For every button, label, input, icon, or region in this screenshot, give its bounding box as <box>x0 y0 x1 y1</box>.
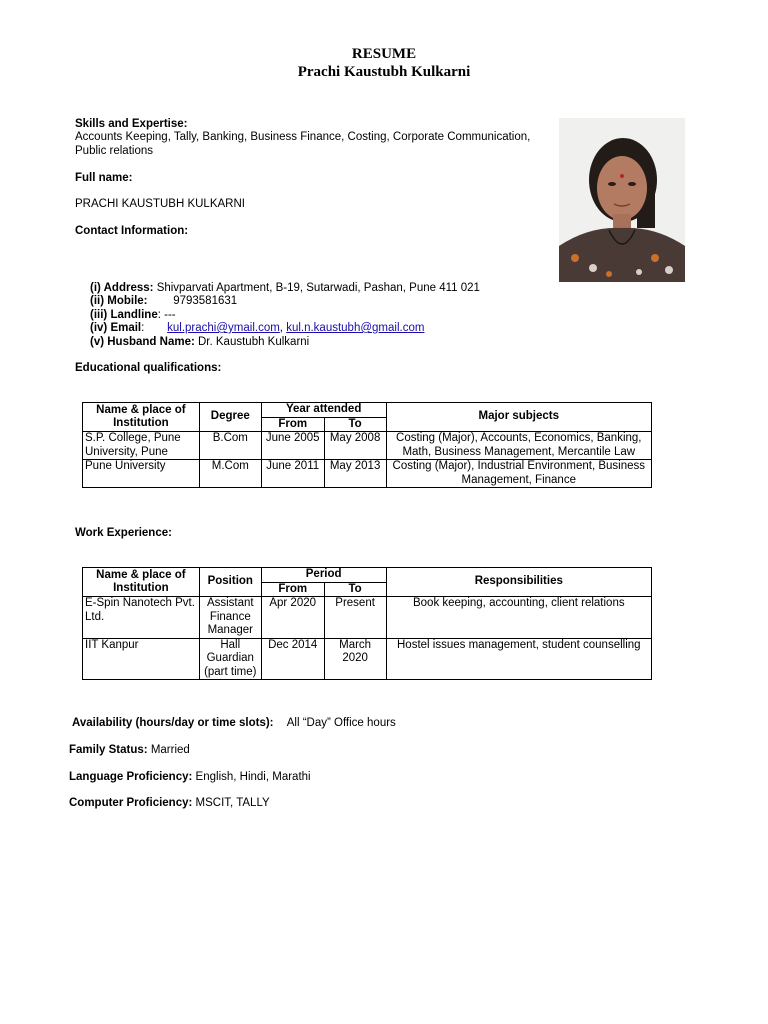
education-heading: Educational qualifications: <box>75 362 222 374</box>
edu-from: June 2005 <box>261 432 324 460</box>
work-col-position: Position <box>199 568 261 597</box>
edu-col-to: To <box>324 417 386 432</box>
family-line <box>69 744 190 756</box>
work-position: Assistant Finance Manager <box>199 597 261 639</box>
edu-institution: S.P. College, Pune University, Pune <box>83 432 200 460</box>
candidate-name: Prachi Kaustubh Kulkarni <box>297 64 471 80</box>
edu-degree: B.Com <box>199 432 261 460</box>
work-to: Present <box>324 597 386 639</box>
work-heading: Work Experience: <box>75 527 172 539</box>
full-name-heading: Full name: <box>75 172 133 184</box>
work-from: Apr 2020 <box>261 597 324 639</box>
profile-photo <box>559 118 685 282</box>
email-link-1[interactable]: kul.prachi@ymail.com <box>167 322 280 334</box>
work-col-period: Period <box>261 568 386 583</box>
language-line <box>69 771 311 783</box>
edu-col-year: Year attended <box>261 403 386 418</box>
availability-line <box>72 717 396 729</box>
work-col-to: To <box>324 582 386 597</box>
family-value: Married <box>150 744 190 756</box>
edu-from: June 2011 <box>261 460 324 488</box>
email-line <box>90 322 424 334</box>
work-responsibilities: Hostel issues management, student counselling <box>386 638 651 680</box>
email-link-2[interactable]: kul.n.kaustubh@gmail.com <box>286 322 425 334</box>
computer-line <box>69 797 270 809</box>
work-table <box>82 567 652 680</box>
full-name-value: PRACHI KAUSTUBH KULKARNI <box>75 198 245 210</box>
table-row <box>83 432 652 460</box>
skills-heading: Skills and Expertise: <box>75 118 188 130</box>
email-label: (iv) Email <box>90 322 142 334</box>
edu-institution: Pune University <box>83 460 200 488</box>
contact-heading: Contact Information: <box>75 225 189 237</box>
computer-value: MSCIT, TALLY <box>195 797 270 809</box>
work-position: Hall Guardian (part time) <box>199 638 261 680</box>
work-responsibilities: Book keeping, accounting, client relations <box>386 597 651 639</box>
language-value: English, Hindi, Marathi <box>195 771 311 783</box>
education-table <box>82 402 652 488</box>
email-comma: , <box>279 322 287 334</box>
skills-line-1: Accounts Keeping, Tally, Banking, Business Finance, Costing, Corporate Communication, <box>75 131 531 143</box>
availability-value: All “Day” Office hours <box>286 717 396 729</box>
work-col-from: From <box>261 582 324 597</box>
work-institution: E-Spin Nanotech Pvt. Ltd. <box>83 597 200 639</box>
work-col-institution: Name & place of Institution <box>83 568 200 597</box>
mobile-value: 9793581631 <box>173 295 238 307</box>
edu-subjects: Costing (Major), Accounts, Economics, Banking, Math, Business Management, Mercantile Law <box>386 432 651 460</box>
edu-col-from: From <box>261 417 324 432</box>
mobile-line <box>90 295 237 307</box>
computer-label: Computer Proficiency: <box>69 797 193 809</box>
table-row <box>83 638 652 680</box>
work-institution: IIT Kanpur <box>83 638 200 680</box>
landline-label: (iii) Landline <box>90 309 158 321</box>
landline-value: : --- <box>157 309 176 321</box>
address-line <box>90 282 480 294</box>
email-sep: : <box>141 322 145 334</box>
skills-line-2: Public relations <box>75 145 153 157</box>
table-row <box>83 597 652 639</box>
address-label: (i) Address: <box>90 282 154 294</box>
edu-to: May 2008 <box>324 432 386 460</box>
address-value: Shivparvati Apartment, B-19, Sutarwadi, Pashan, Pune 411 021 <box>156 282 480 294</box>
edu-col-degree: Degree <box>199 403 261 432</box>
work-col-responsibilities: Responsibilities <box>386 568 651 597</box>
edu-degree: M.Com <box>199 460 261 488</box>
husband-label: (v) Husband Name: <box>90 336 195 348</box>
person-photo-icon <box>559 118 685 282</box>
work-from: Dec 2014 <box>261 638 324 680</box>
edu-col-subjects: Major subjects <box>386 403 651 432</box>
mobile-label: (ii) Mobile: <box>90 295 148 307</box>
family-label: Family Status: <box>69 744 148 756</box>
landline-line <box>90 309 176 321</box>
edu-subjects: Costing (Major), Industrial Environment, Business Management, Finance <box>386 460 651 488</box>
husband-value: Dr. Kaustubh Kulkarni <box>198 336 310 348</box>
work-to: March 2020 <box>324 638 386 680</box>
husband-line <box>90 336 309 348</box>
language-label: Language Proficiency: <box>69 771 193 783</box>
availability-label: Availability (hours/day or time slots): <box>72 717 274 729</box>
edu-col-institution: Name & place of Institution <box>83 403 200 432</box>
resume-title: RESUME <box>351 46 417 62</box>
edu-to: May 2013 <box>324 460 386 488</box>
table-row <box>83 460 652 488</box>
